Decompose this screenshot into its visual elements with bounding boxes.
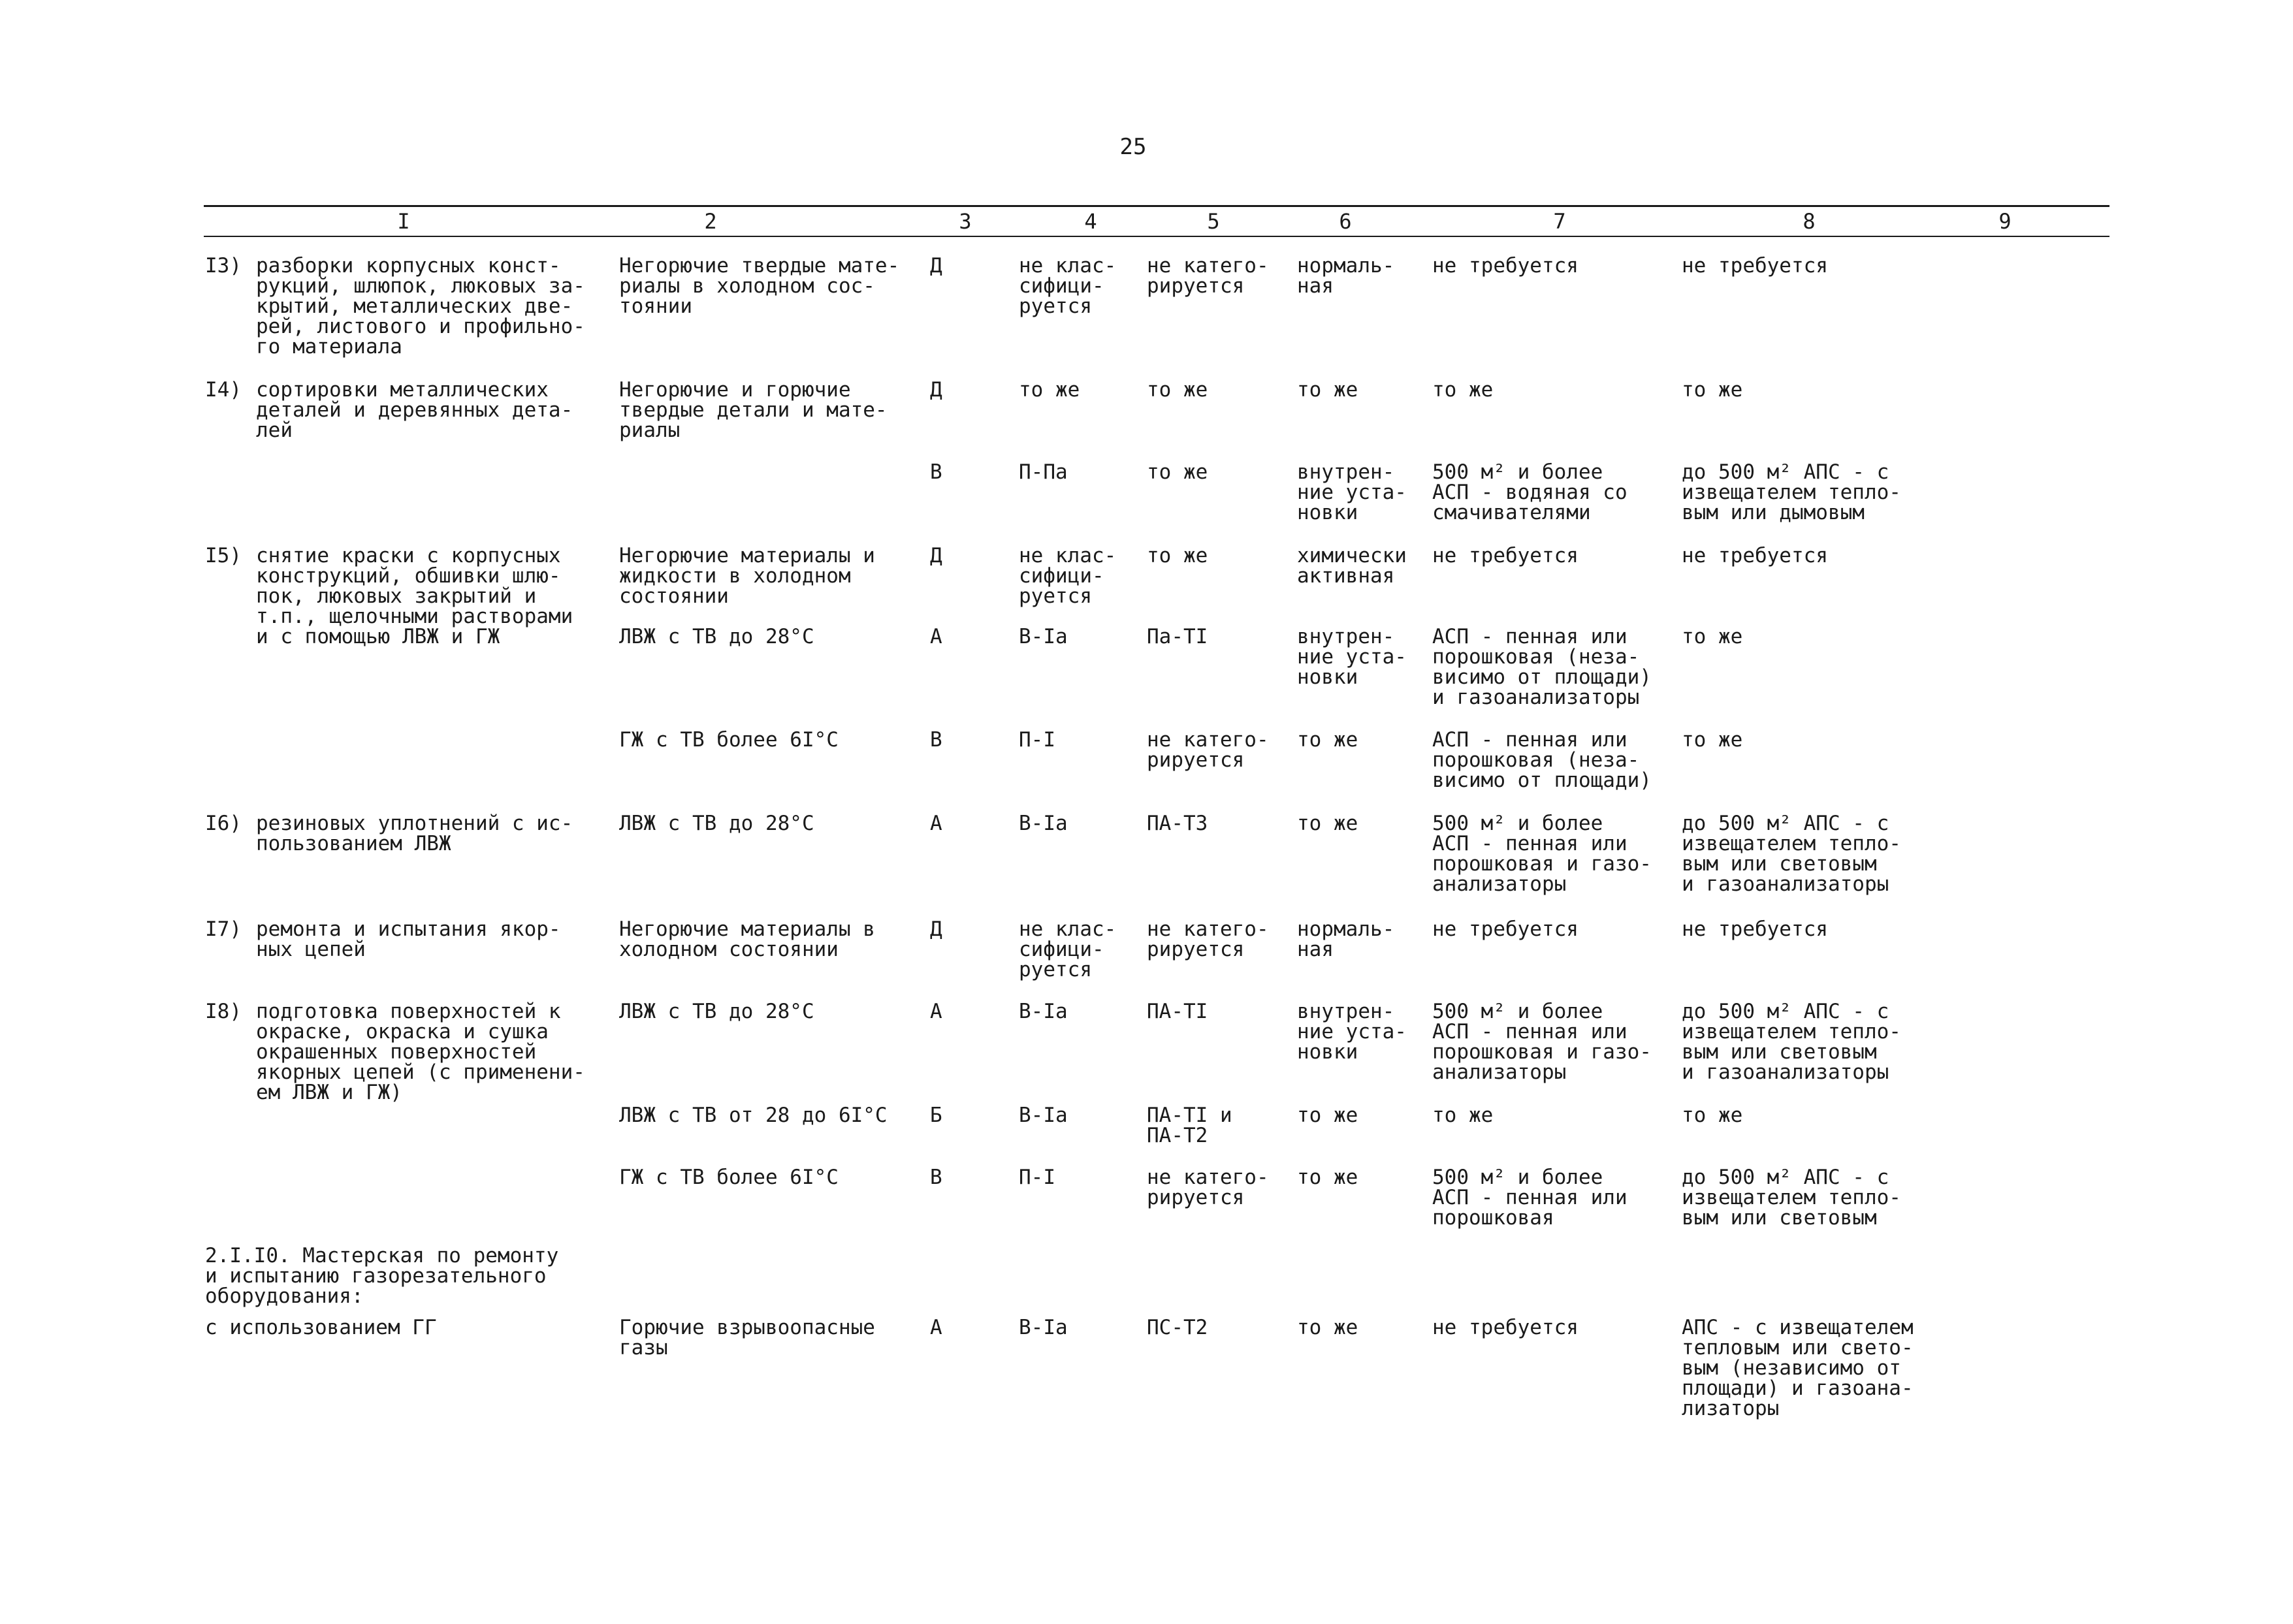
table-cell-c6: то же	[1297, 378, 1358, 402]
table-cell-c3: Д	[930, 254, 942, 278]
column-header-5: 5	[1207, 209, 1220, 234]
table-cell-c7: АСП - пенная или порошковая (неза- висимо от площади)	[1432, 728, 1652, 792]
table-cell-c6: химически активная	[1297, 544, 1407, 588]
table-cell-c2: ЛВЖ с ТВ до 28°С	[619, 625, 814, 648]
table-cell-c3: А	[930, 625, 942, 648]
table-cell-c8: до 500 м² АПС - с извещателем тепло- вым или световым и газоанализаторы	[1682, 1000, 1901, 1084]
row-number: I4)	[205, 378, 242, 402]
table-cell-c7: то же	[1432, 378, 1494, 402]
header-bottom-rule	[204, 236, 2109, 237]
table-cell-c2: Горючие взрывоопасные газы	[619, 1316, 875, 1360]
table-cell-c5: ПА-ТЗ	[1147, 812, 1208, 835]
table-cell-c6: внутрен- ние уста- новки	[1297, 625, 1407, 689]
table-cell-c7: 500 м² и более АСП - пенная или порошковая	[1432, 1166, 1628, 1230]
table-cell-c3: Б	[930, 1104, 942, 1127]
table-cell-c3: Д	[930, 917, 942, 941]
table-cell-c1: снятие краски с корпусных конструкций, обшивки шлю- пок, люковых закрытий и т.п., щелочными растворами и с помощью ЛВЖ и ГЖ	[256, 544, 573, 648]
table-cell-c3: В	[930, 1166, 942, 1189]
table-cell-c4: не клас- сифици- руется	[1019, 544, 1117, 608]
column-header-3: 3	[959, 209, 972, 234]
table-cell-c5: ПА-ТI	[1147, 1000, 1208, 1023]
row-number: I5)	[205, 544, 242, 567]
column-header-9: 9	[1998, 209, 2012, 234]
table-cell-c7: то же	[1432, 1104, 1494, 1127]
table-cell-c2: ЛВЖ с ТВ до 28°С	[619, 1000, 814, 1023]
table-cell-c4: П-I	[1019, 728, 1055, 752]
table-cell-c4: В-Iа	[1019, 625, 1068, 648]
table-cell-c6: то же	[1297, 812, 1358, 835]
column-header-6: 6	[1339, 209, 1352, 234]
table-cell-c6: нормаль- ная	[1297, 917, 1395, 961]
table-cell-c8: до 500 м² АПС - с извещателем тепло- вым или световым и газоанализаторы	[1682, 812, 1901, 896]
table-cell-c2: ГЖ с ТВ более 6I°С	[619, 1166, 839, 1189]
table-cell-c5: то же	[1147, 460, 1208, 484]
table-cell-c8: то же	[1682, 728, 1743, 752]
table-cell-c4: не клас- сифици- руется	[1019, 917, 1117, 981]
table-cell-c4: П-I	[1019, 1166, 1055, 1189]
table-cell-c8: не требуется	[1682, 917, 1828, 941]
table-cell-c7: не требуется	[1432, 254, 1579, 278]
table-cell-c1: разборки корпусных конст- рукций, шлюпок, люковых за- крытий, металлических две- рей, листового и профильно- го материала	[256, 254, 585, 358]
table-cell-c6: то же	[1297, 1316, 1358, 1339]
table-cell-c7: не требуется	[1432, 917, 1579, 941]
table-cell-c4: не клас- сифици- руется	[1019, 254, 1117, 318]
row-number: I6)	[205, 812, 242, 835]
table-cell-c2: Негорючие материалы и жидкости в холодном состоянии	[619, 544, 875, 608]
table-cell-c4: П-Па	[1019, 460, 1068, 484]
table-cell-c1: ремонта и испытания якор- ных цепей	[256, 917, 561, 961]
table-cell-c3: В	[930, 728, 942, 752]
table-cell-c5: не катего- рируется	[1147, 254, 1269, 298]
column-header-2: 2	[704, 209, 717, 234]
table-cell-c2: Негорючие материалы в холодном состоянии	[619, 917, 875, 961]
table-cell-c2: ГЖ с ТВ более 6I°С	[619, 728, 839, 752]
table-cell-c3: Д	[930, 544, 942, 567]
table-cell-c2: ЛВЖ с ТВ от 28 до 6I°С	[619, 1104, 888, 1127]
table-cell-c6: внутрен- ние уста- новки	[1297, 1000, 1407, 1064]
table-cell-c7: АСП - пенная или порошковая (неза- висимо от площади) и газоанализаторы	[1432, 625, 1652, 709]
table-cell-c1: 2.I.I0. Мастерская по ремонту и испытанию газорезательного оборудования:	[205, 1244, 559, 1308]
table-cell-c8: то же	[1682, 378, 1743, 402]
column-header-4: 4	[1084, 209, 1097, 234]
table-cell-c1: сортировки металлических деталей и деревянных дета- лей	[256, 378, 573, 442]
table-cell-c3: А	[930, 1000, 942, 1023]
table-cell-c4: В-Iа	[1019, 812, 1068, 835]
table-cell-c6: то же	[1297, 1166, 1358, 1189]
table-cell-c3: Д	[930, 378, 942, 402]
row-number: I8)	[205, 1000, 242, 1023]
table-cell-c8: до 500 м² АПС - с извещателем тепло- вым или дымовым	[1682, 460, 1901, 524]
table-cell-c7: 500 м² и более АСП - пенная или порошковая и газо- анализаторы	[1432, 1000, 1652, 1084]
table-cell-c5: то же	[1147, 378, 1208, 402]
table-cell-c6: внутрен- ние уста- новки	[1297, 460, 1407, 524]
table-cell-c8: до 500 м² АПС - с извещателем тепло- вым или световым	[1682, 1166, 1901, 1230]
table-cell-c3: А	[930, 812, 942, 835]
table-cell-c2: Негорючие твердые мате- риалы в холодном сос- тоянии	[619, 254, 900, 318]
table-cell-c1: с использованием ГГ	[205, 1316, 437, 1339]
table-cell-c7: не требуется	[1432, 544, 1579, 567]
table-cell-c3: В	[930, 460, 942, 484]
table-cell-c8: то же	[1682, 1104, 1743, 1127]
table-cell-c2: ЛВЖ с ТВ до 28°С	[619, 812, 814, 835]
table-cell-c8: не требуется	[1682, 254, 1828, 278]
row-number: I7)	[205, 917, 242, 941]
table-cell-c7: не требуется	[1432, 1316, 1579, 1339]
table-cell-c6: то же	[1297, 728, 1358, 752]
table-cell-c4: В-Iа	[1019, 1000, 1068, 1023]
table-cell-c8: АПС - с извещателем тепловым или свето- вым (независимо от площади) и газоана- лизаторы	[1682, 1316, 1914, 1420]
table-cell-c5: не катего- рируется	[1147, 728, 1269, 772]
table-cell-c8: не требуется	[1682, 544, 1828, 567]
table-cell-c5: то же	[1147, 544, 1208, 567]
column-header-7: 7	[1553, 209, 1566, 234]
table-cell-c3: А	[930, 1316, 942, 1339]
table-cell-c5: не катего- рируется	[1147, 1166, 1269, 1209]
table-cell-c7: 500 м² и более АСП - водяная со смачивателями	[1432, 460, 1628, 524]
table-cell-c4: В-Iа	[1019, 1316, 1068, 1339]
table-cell-c5: ПС-Т2	[1147, 1316, 1208, 1339]
table-cell-c4: то же	[1019, 378, 1080, 402]
table-cell-c6: нормаль- ная	[1297, 254, 1395, 298]
table-top-rule	[204, 205, 2109, 207]
table-cell-c5: ПА-ТI и ПА-Т2	[1147, 1104, 1232, 1147]
table-cell-c4: В-Iа	[1019, 1104, 1068, 1127]
row-number: I3)	[205, 254, 242, 278]
table-cell-c6: то же	[1297, 1104, 1358, 1127]
table-cell-c7: 500 м² и более АСП - пенная или порошковая и газо- анализаторы	[1432, 812, 1652, 896]
table-cell-c2: Негорючие и горючие твердые детали и мате- риалы	[619, 378, 888, 442]
table-cell-c1: резиновых уплотнений с ис- пользованием ЛВЖ	[256, 812, 573, 855]
page-number: 25	[1119, 134, 1147, 160]
table-cell-c8: то же	[1682, 625, 1743, 648]
table-cell-c5: Па-ТI	[1147, 625, 1208, 648]
table-cell-c1: подготовка поверхностей к окраске, окраска и сушка окрашенных поверхностей якорных цепей (с применени- ем ЛВЖ и ГЖ)	[256, 1000, 585, 1104]
column-header-8: 8	[1803, 209, 1816, 234]
table-cell-c5: не катего- рируется	[1147, 917, 1269, 961]
column-header-1: I	[397, 209, 410, 234]
